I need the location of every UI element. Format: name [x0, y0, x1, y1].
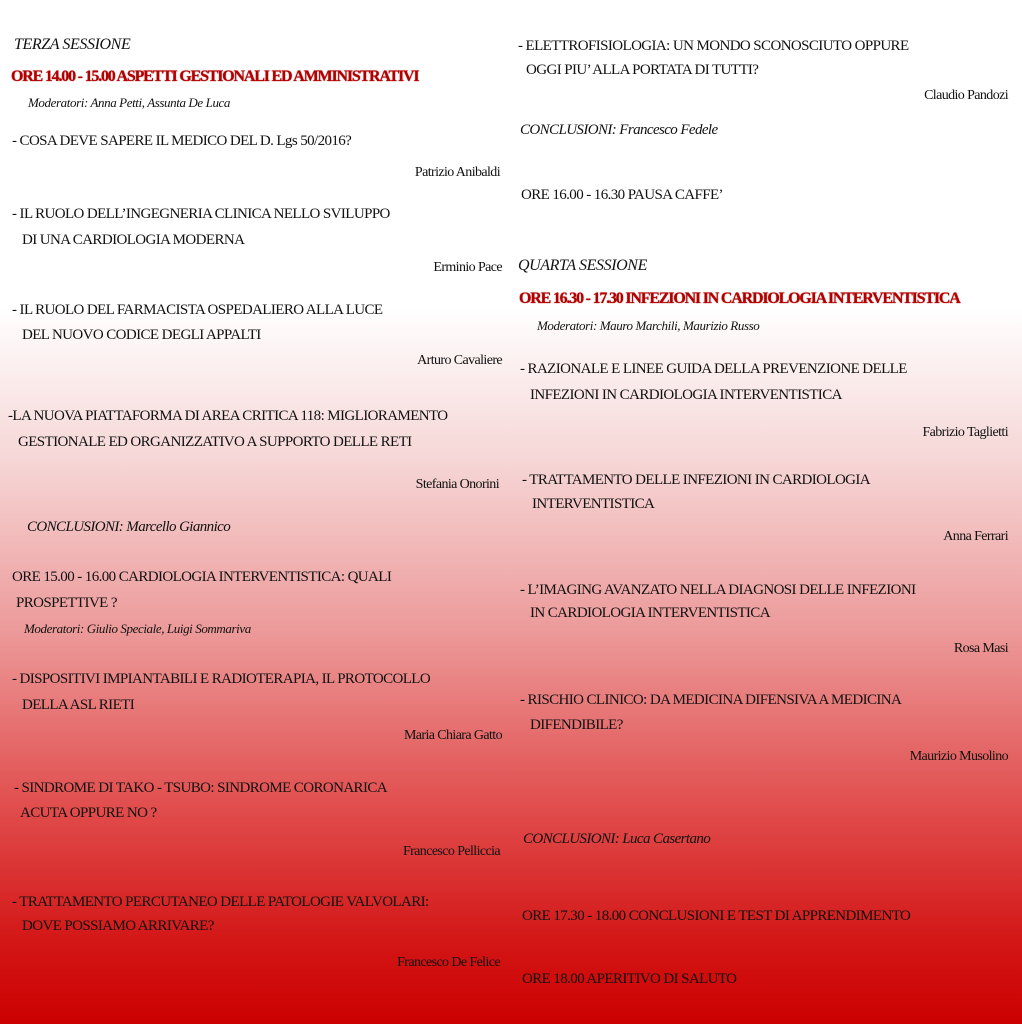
- talk-title: - ELETTROFISIOLOGIA: UN MONDO SCONOSCIUTO OPPURE: [518, 38, 909, 54]
- final-aperitivo: ORE 18.00 APERITIVO DI SALUTO: [522, 971, 737, 987]
- speaker-name: Maurizio Musolino: [909, 749, 1008, 764]
- talk-title: - RISCHIO CLINICO: DA MEDICINA DIFENSIVA A MEDICINA: [520, 692, 902, 708]
- talk-title-cont: OGGI PIU’ ALLA PORTATA DI TUTTI?: [526, 62, 759, 78]
- talk-title: -LA NUOVA PIATTAFORMA DI AREA CRITICA 118: MIGLIORAMENTO: [8, 408, 448, 424]
- coffee-break: ORE 16.00 - 16.30 PAUSA CAFFE’: [521, 187, 723, 203]
- talk-title: - TRATTAMENTO PERCUTANEO DELLE PATOLOGIE VALVOLARI:: [12, 894, 429, 910]
- session-header-1500-cont: PROSPETTIVE ?: [16, 595, 117, 611]
- talk-title-cont: DELLA ASL RIETI: [22, 697, 135, 713]
- talk-title: - TRATTAMENTO DELLE INFEZIONI IN CARDIOLOGIA: [522, 472, 871, 488]
- conclusions-terza-1: CONCLUSIONI: Marcello Giannico: [27, 519, 231, 535]
- talk-title-cont: INFEZIONI IN CARDIOLOGIA INTERVENTISTICA: [530, 387, 842, 403]
- talk-title-cont: DOVE POSSIAMO ARRIVARE?: [22, 918, 214, 934]
- speaker-name: Stefania Onorini: [415, 477, 499, 492]
- talk-title-cont: IN CARDIOLOGIA INTERVENTISTICA: [530, 605, 770, 621]
- conclusions-quarta: CONCLUSIONI: Luca Casertano: [523, 831, 711, 847]
- speaker-name: Francesco De Felice: [397, 955, 500, 970]
- talk-title: - COSA DEVE SAPERE IL MEDICO DEL D. Lgs 50/2016?: [12, 133, 352, 149]
- talk-title-cont: DI UNA CARDIOLOGIA MODERNA: [22, 232, 245, 248]
- speaker-name: Francesco Pelliccia: [402, 844, 500, 859]
- speaker-name: Rosa Masi: [953, 641, 1008, 656]
- talk-title: - L’IMAGING AVANZATO NELLA DIAGNOSI DELLE INFEZIONI: [520, 582, 916, 598]
- session-header-1400: ORE 14.00 - 15.00 ASPETTI GESTIONALI ED AMMINISTRATIVI: [11, 68, 419, 85]
- talk-title-cont: DEL NUOVO CODICE DEGLI APPALTI: [22, 327, 261, 343]
- speaker-name: Patrizio Anibaldi: [414, 165, 500, 180]
- talk-title: - IL RUOLO DELL’INGEGNERIA CLINICA NELLO SVILUPPO: [12, 206, 390, 222]
- talk-title-cont: ACUTA OPPURE NO ?: [20, 805, 157, 821]
- speaker-name: Arturo Cavaliere: [417, 353, 502, 368]
- talk-title: - SINDROME DI TAKO - TSUBO: SINDROME CORONARICA: [14, 780, 387, 796]
- session-title-quarta: QUARTA SESSIONE: [518, 257, 647, 274]
- session-header-1630: ORE 16.30 - 17.30 INFEZIONI IN CARDIOLOGIA INTERVENTISTICA: [519, 290, 960, 307]
- moderators-quarta: Moderatori: Mauro Marchili, Maurizio Russo: [537, 318, 760, 333]
- talk-title-cont: INTERVENTISTICA: [532, 496, 655, 512]
- session-header-1500: ORE 15.00 - 16.00 CARDIOLOGIA INTERVENTISTICA: QUALI: [12, 569, 392, 585]
- session-title-terza: TERZA SESSIONE: [14, 36, 131, 53]
- talk-title-cont: GESTIONALE ED ORGANIZZATIVO A SUPPORTO DELLE RETI: [18, 434, 412, 450]
- moderators-terza: Moderatori: Anna Petti, Assunta De Luca: [28, 95, 231, 110]
- speaker-name: Erminio Pace: [433, 260, 502, 275]
- moderators-1500: Moderatori: Giulio Speciale, Luigi Sommariva: [24, 621, 251, 636]
- talk-title-cont: DIFENDIBILE?: [530, 717, 623, 733]
- talk-title: - RAZIONALE E LINEE GUIDA DELLA PREVENZIONE DELLE: [520, 361, 907, 377]
- speaker-name: Fabrizio Taglietti: [922, 425, 1008, 440]
- speaker-name: Maria Chiara Gatto: [403, 728, 502, 743]
- talk-title: - IL RUOLO DEL FARMACISTA OSPEDALIERO ALLA LUCE: [12, 302, 383, 318]
- conclusions-terza-2: CONCLUSIONI: Francesco Fedele: [520, 122, 718, 138]
- speaker-name: Claudio Pandozi: [924, 88, 1008, 103]
- final-conclusions: ORE 17.30 - 18.00 CONCLUSIONI E TEST DI APPRENDIMENTO: [522, 908, 911, 924]
- talk-title: - DISPOSITIVI IMPIANTABILI E RADIOTERAPIA, IL PROTOCOLLO: [12, 671, 431, 687]
- speaker-name: Anna Ferrari: [943, 529, 1008, 544]
